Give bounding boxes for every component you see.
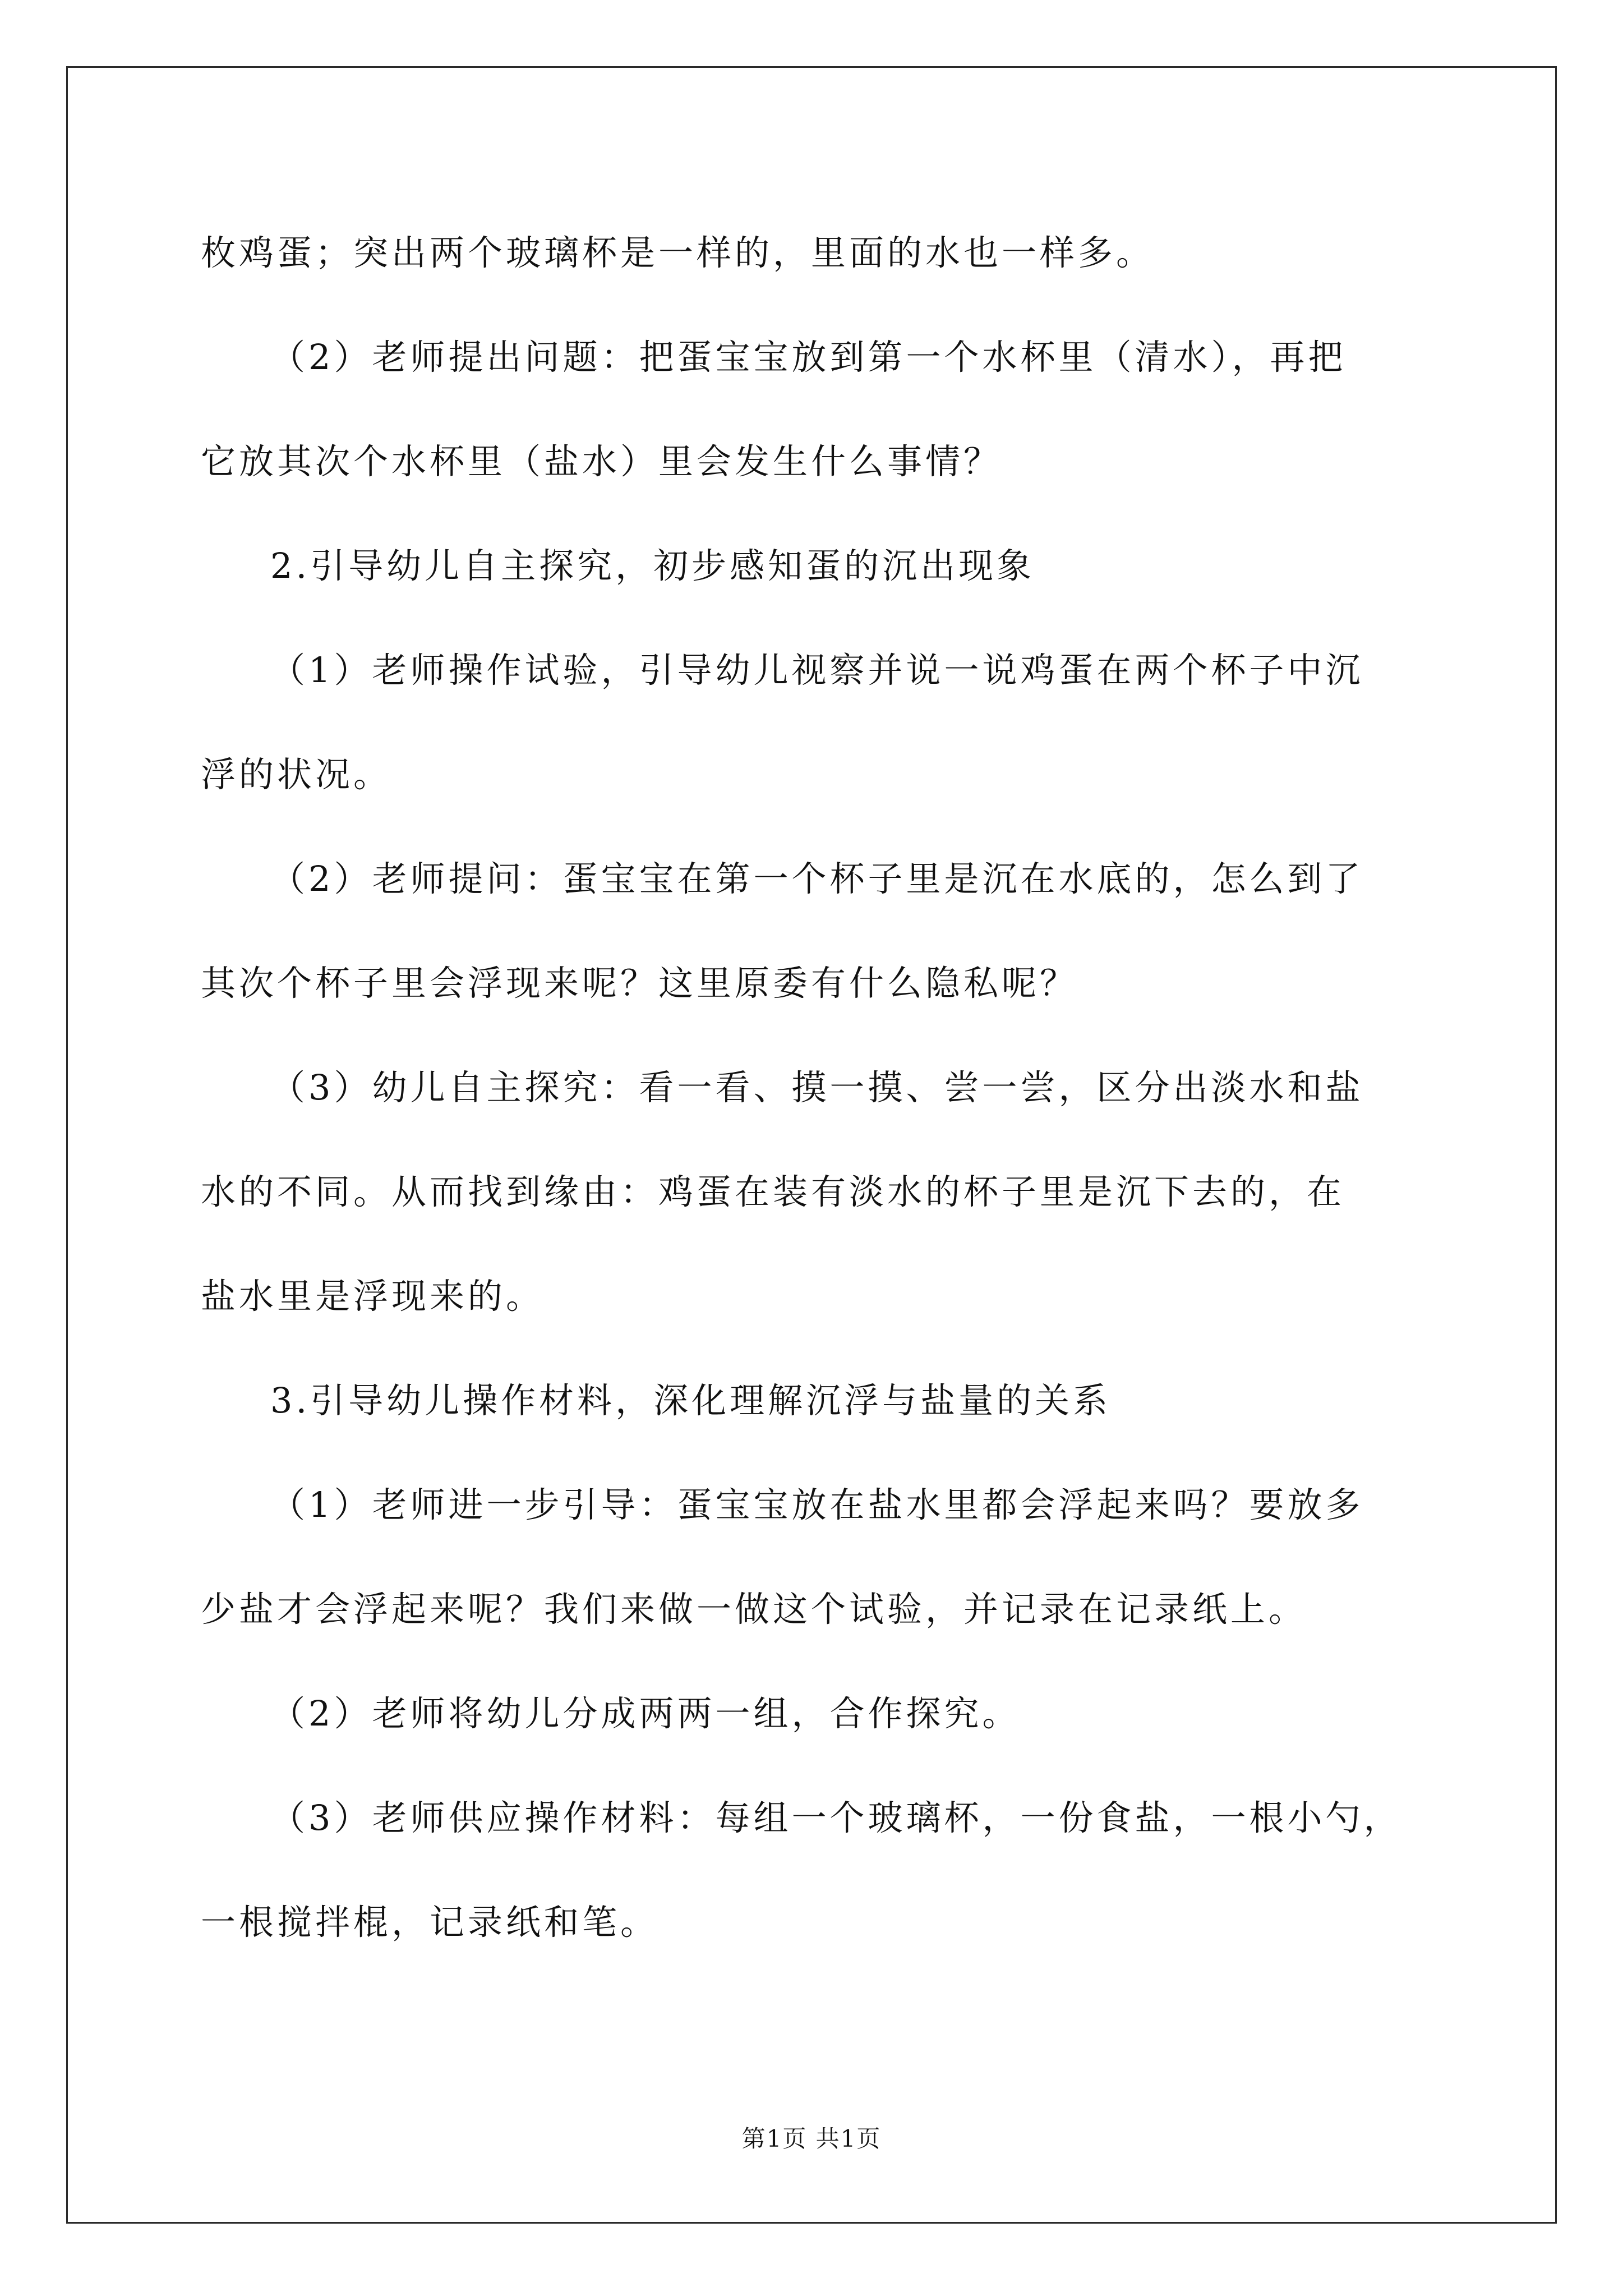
text-line: 盐水里是浮现来的。 [201, 1276, 545, 1317]
text-line: （1）老师进一步引导：蛋宝宝放在盐水里都会浮起来吗？要放多 [270, 1484, 1364, 1525]
text-line: （1）老师操作试验，引导幼儿视察并说一说鸡蛋在两个杯子中沉 [270, 650, 1364, 691]
text-line: （2）老师将幼儿分成两两一组，合作探究。 [270, 1693, 1021, 1734]
text-line: 枚鸡蛋；突出两个玻璃杯是一样的，里面的水也一样多。 [201, 232, 1155, 273]
text-line: （2）老师提问：蛋宝宝在第一个杯子里是沉在水底的，怎么到了 [270, 858, 1364, 899]
text-line: （3）老师供应操作材料：每组一个玻璃杯，一份食盐，一根小勺， [270, 1797, 1402, 1838]
page-border [66, 66, 1557, 2224]
text-line: 浮的状况。 [201, 754, 392, 795]
text-line: 2.引导幼儿自主探究，初步感知蛋的沉出现象 [270, 545, 1035, 586]
page-number-footer: 第1页 共1页 [741, 2125, 882, 2152]
text-line: 少盐才会浮起来呢？我们来做一做这个试验，并记录在记录纸上。 [201, 1589, 1307, 1630]
text-line: （3）幼儿自主探究：看一看、摸一摸、尝一尝，区分出淡水和盐 [270, 1067, 1364, 1108]
text-line: 水的不同。从而找到缘由：鸡蛋在装有淡水的杯子里是沉下去的，在 [201, 1171, 1345, 1212]
text-line: 其次个杯子里会浮现来呢？这里原委有什么隐私呢？ [201, 963, 1078, 1004]
text-line: 3.引导幼儿操作材料，深化理解沉浮与盐量的关系 [270, 1380, 1112, 1421]
text-line: 一根搅拌棍，记录纸和笔。 [201, 1902, 659, 1943]
text-line: （2）老师提出问题：把蛋宝宝放到第一个水杯里（清水），再把 [270, 337, 1347, 378]
text-line: 它放其次个水杯里（盐水）里会发生什么事情？ [201, 441, 1002, 482]
